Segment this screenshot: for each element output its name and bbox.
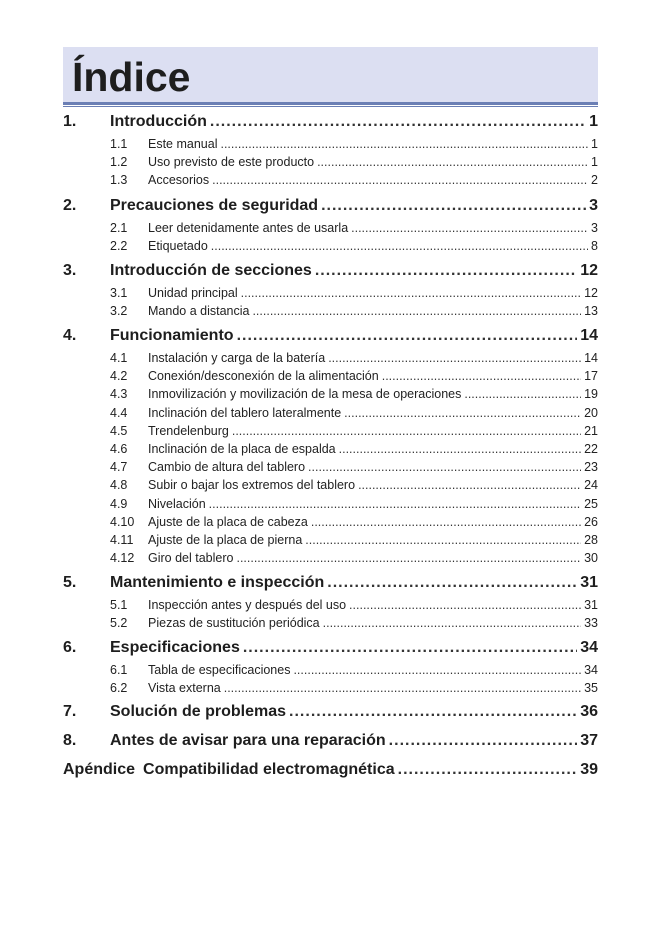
toc-subsection-number: 4.5 (110, 423, 128, 438)
toc-subsection-number: 4.7 (110, 460, 128, 475)
toc-section-page: 12 (580, 262, 598, 279)
toc-subsection-number: 5.1 (110, 598, 128, 612)
toc-section-page: 1 (589, 113, 598, 130)
toc-subsection[interactable] (63, 406, 598, 420)
toc-subsection[interactable] (63, 424, 598, 438)
toc-appendix-label: Compatibilidad electromagnética (143, 761, 395, 778)
toc-subsection-leader (209, 497, 581, 511)
toc-subsection-page: 35 (584, 681, 598, 696)
toc-subsection[interactable] (63, 681, 598, 695)
toc-section-number: 4. (63, 327, 77, 344)
toc-section-leader (327, 574, 577, 592)
toc-subsection-page: 2 (591, 173, 598, 188)
toc-subsection-leader (382, 369, 581, 383)
toc-subsection-label: Leer detenidamente antes de usarla (148, 221, 349, 235)
toc-subsection-page: 28 (584, 533, 598, 547)
toc-appendix[interactable] (63, 761, 598, 779)
toc-subsection-number: 3.1 (110, 286, 128, 300)
toc-subsection-number: 1.2 (110, 155, 128, 170)
toc-subsection-page: 33 (584, 616, 598, 631)
toc-section-label: Antes de avisar para una reparación (110, 732, 386, 749)
toc-subsection[interactable] (63, 351, 598, 365)
toc-section-page: 37 (580, 732, 598, 749)
toc-subsection-number: 2.1 (110, 221, 128, 235)
toc-subsection[interactable] (63, 442, 598, 456)
toc-subsection-page: 22 (584, 442, 598, 456)
toc-section-page: 34 (580, 639, 598, 656)
toc-subsection-label: Inclinación del tablero lateralmente (148, 405, 342, 420)
toc-subsection-leader (308, 460, 581, 474)
toc-section-number: 2. (63, 197, 77, 214)
toc-section-number: 3. (63, 262, 77, 279)
toc-subsection[interactable] (63, 155, 598, 169)
toc-subsection-leader (252, 304, 581, 318)
toc-section-number: 8. (63, 732, 77, 749)
toc-subsection-leader (358, 478, 581, 492)
toc-subsection[interactable] (63, 460, 598, 474)
toc-subsection-leader (305, 533, 581, 547)
toc-subsection-page: 20 (584, 405, 598, 420)
toc-subsection[interactable] (63, 221, 598, 235)
toc-subsection-leader (464, 387, 581, 401)
toc-subsection-label: Vista externa (148, 681, 221, 696)
toc-subsection-leader (323, 616, 581, 630)
toc-subsection-leader (344, 406, 581, 420)
toc-subsection-page: 23 (584, 460, 598, 475)
toc-section-leader (321, 197, 586, 215)
toc-subsection-label: Piezas de sustitución periódica (148, 616, 320, 631)
toc-subsection-page: 13 (584, 304, 598, 319)
toc-section-label: Solución de problemas (110, 703, 287, 720)
toc-subsection-number: 4.9 (110, 496, 128, 511)
toc-subsection[interactable] (63, 387, 598, 401)
toc-section-label: Funcionamiento (110, 327, 234, 344)
toc-subsection-page: 14 (584, 351, 598, 365)
toc-section[interactable] (63, 639, 598, 657)
toc-subsection-label: Tabla de especificaciones (148, 663, 291, 677)
toc-subsection[interactable] (63, 286, 598, 300)
toc-subsection-number: 6.2 (110, 681, 128, 696)
toc-section-label: Mantenimiento e inspección (110, 574, 325, 591)
toc-subsection-leader (241, 286, 581, 300)
toc-subsection-page: 24 (584, 478, 598, 493)
toc-subsection-label: Inmovilización y movilización de la mesa de operaciones (148, 387, 462, 402)
toc-subsection-page: 1 (591, 155, 598, 170)
toc-section-label: Introducción (110, 113, 207, 130)
toc-subsection-label: Cambio de altura del tablero (148, 460, 306, 475)
toc-subsection-label: Este manual (148, 137, 218, 151)
toc-subsection[interactable] (63, 173, 598, 187)
toc-section-leader (315, 262, 577, 280)
toc-subsection-number: 4.12 (110, 551, 135, 566)
toc-subsection-number: 2.2 (110, 239, 128, 254)
toc-section[interactable] (63, 732, 598, 750)
toc-section-label: Precauciones de seguridad (110, 197, 319, 214)
toc-subsection-leader (212, 173, 588, 187)
toc-section-number: 5. (63, 574, 77, 591)
toc-subsection-label: Ajuste de la placa de pierna (148, 533, 303, 547)
toc-subsection-number: 4.1 (110, 351, 128, 365)
toc-subsection-page: 31 (584, 598, 598, 612)
toc-subsection-label: Inspección antes y después del uso (148, 598, 347, 612)
toc-subsection-leader (328, 351, 581, 365)
toc-section-number: 1. (63, 113, 77, 130)
toc-subsection[interactable] (63, 616, 598, 630)
toc-subsection-number: 1.3 (110, 173, 128, 188)
toc-subsection-number: 3.2 (110, 304, 128, 319)
toc-subsection-label: Nivelación (148, 496, 206, 511)
toc-subsection-label: Etiquetado (148, 239, 208, 254)
toc-subsection-number: 5.2 (110, 616, 128, 631)
toc-subsection-label: Giro del tablero (148, 551, 234, 566)
toc-subsection-number: 1.1 (110, 137, 128, 151)
toc-subsection[interactable] (63, 304, 598, 318)
toc-subsection-page: 25 (584, 496, 598, 511)
toc-subsection[interactable] (63, 478, 598, 492)
toc-subsection-leader (339, 442, 581, 456)
toc-subsection-number: 4.10 (110, 514, 135, 529)
toc-subsection[interactable] (63, 663, 598, 677)
toc-subsection-label: Unidad principal (148, 286, 238, 300)
toc-section[interactable] (63, 327, 598, 345)
toc-subsection-label: Mando a distancia (148, 304, 250, 319)
toc-section-page: 3 (589, 197, 598, 214)
toc-subsection-leader (211, 239, 588, 253)
toc-subsection-page: 26 (584, 514, 598, 529)
toc-subsection[interactable] (63, 598, 598, 612)
toc-subsection-label: Ajuste de la placa de cabeza (148, 514, 308, 529)
toc-appendix-page: 39 (580, 761, 598, 778)
toc-subsection-label: Instalación y carga de la batería (148, 351, 326, 365)
title-band (63, 47, 598, 102)
toc-subsection-page: 21 (584, 423, 598, 438)
toc-subsection-number: 4.8 (110, 478, 128, 493)
toc-subsection[interactable] (63, 369, 598, 383)
toc-section-leader (289, 703, 577, 721)
toc-subsection-number: 4.2 (110, 369, 128, 384)
toc-subsection[interactable] (63, 239, 598, 253)
toc-section-label: Especificaciones (110, 639, 240, 656)
toc-section[interactable] (63, 262, 598, 280)
toc-subsection-number: 4.6 (110, 442, 128, 456)
toc-subsection-label: Inclinación de la placa de espalda (148, 442, 336, 456)
toc-section-leader (243, 639, 577, 657)
toc-subsection-label: Uso previsto de este producto (148, 155, 315, 170)
toc-subsection-page: 1 (591, 137, 598, 151)
toc-subsection-leader (236, 551, 581, 565)
toc-subsection-leader (349, 598, 581, 612)
toc-section-number: 7. (63, 703, 77, 720)
toc-section-leader (237, 327, 578, 345)
toc-subsection-page: 8 (591, 239, 598, 254)
toc-subsection-label: Trendelenburg (148, 423, 229, 438)
toc-subsection-leader (224, 681, 581, 695)
toc-appendix-leader (398, 761, 578, 779)
toc-subsection-label: Subir o bajar los extremos del tablero (148, 478, 356, 493)
toc-section[interactable] (63, 574, 598, 592)
toc-subsection-number: 4.11 (110, 533, 134, 547)
toc-section-leader (210, 113, 586, 131)
toc-section-number: 6. (63, 639, 77, 656)
toc-subsection-leader (317, 155, 588, 169)
toc-subsection-page: 30 (584, 551, 598, 566)
toc-subsection[interactable] (63, 497, 598, 511)
toc-subsection-leader (351, 221, 588, 235)
toc-subsection-leader (311, 515, 581, 529)
toc-section-label: Introducción de secciones (110, 262, 312, 279)
toc-subsection[interactable] (63, 137, 598, 151)
toc-subsection-leader (232, 424, 581, 438)
toc-subsection-page: 3 (591, 221, 598, 235)
toc-subsection-page: 17 (584, 369, 598, 384)
toc-section[interactable] (63, 703, 598, 721)
toc-subsection[interactable] (63, 551, 598, 565)
toc-subsection-leader (220, 137, 588, 151)
toc-subsection-number: 6.1 (110, 663, 128, 677)
toc-subsection[interactable] (63, 515, 598, 529)
page-title: Índice (72, 54, 191, 100)
toc-subsection-number: 4.4 (110, 405, 128, 420)
toc-section[interactable] (63, 113, 598, 131)
title-rule-thick (63, 102, 598, 105)
toc-subsection[interactable] (63, 533, 598, 547)
toc-subsection-page: 12 (584, 286, 598, 300)
toc-section-page: 31 (580, 574, 598, 591)
toc-section[interactable] (63, 197, 598, 215)
toc-subsection-label: Accesorios (148, 173, 210, 188)
toc-subsection-number: 4.3 (110, 387, 128, 402)
toc-subsection-leader (293, 663, 581, 677)
toc-section-page: 14 (580, 327, 598, 344)
toc-subsection-label: Conexión/desconexión de la alimentación (148, 369, 379, 384)
toc-section-page: 36 (580, 703, 598, 720)
toc-appendix-number: Apéndice (63, 761, 136, 778)
toc-section-leader (389, 732, 578, 750)
toc-subsection-page: 34 (584, 663, 598, 677)
title-rule-thin (63, 106, 598, 107)
toc-subsection-page: 19 (584, 387, 598, 402)
